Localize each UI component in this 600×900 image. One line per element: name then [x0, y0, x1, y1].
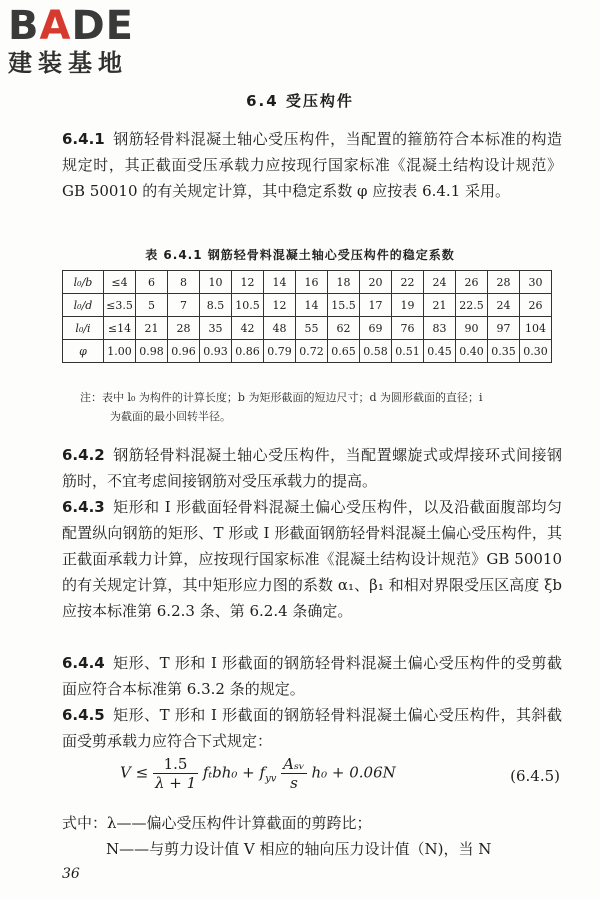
- table-cell: 0.79: [264, 340, 296, 363]
- variable-n: N——与剪力设计值 V 相应的轴向压力设计值（N)，当 N: [106, 840, 492, 858]
- table-cell: 48: [264, 317, 296, 340]
- table-cell: 0.45: [424, 340, 456, 363]
- fraction-2: $\frac{\text{Aₛᵥ}}{s}$: [283, 755, 305, 792]
- table-cell: 10: [200, 271, 232, 294]
- table-cell: 10.5: [232, 294, 264, 317]
- clause-text: 矩形、T 形和 I 形截面的钢筋轻骨料混凝土偏心受压构件，其斜截面受剪承载力应符合下式规定：: [62, 706, 562, 750]
- logo-chinese: 建装基地: [8, 49, 128, 77]
- table-cell: 28: [168, 317, 200, 340]
- page-number: 36: [62, 866, 80, 882]
- table-cell: 12: [264, 294, 296, 317]
- stability-table: [62, 270, 552, 363]
- table-cell: 17: [360, 294, 392, 317]
- table-cell: 97: [488, 317, 520, 340]
- section-title: 6.4 受压构件: [246, 92, 354, 110]
- table-cell: 0.40: [456, 340, 488, 363]
- table-cell: ≤14: [104, 317, 136, 340]
- table-row: [63, 294, 552, 317]
- table-cell: 19: [392, 294, 424, 317]
- bade-logo: [8, 4, 178, 78]
- table-cell: 21: [136, 317, 168, 340]
- table-cell: 8: [168, 271, 200, 294]
- variable-lambda: 式中：λ——偏心受压构件计算截面的剪跨比；: [62, 814, 372, 832]
- table-cell: 0.58: [360, 340, 392, 363]
- table-cell: 62: [328, 317, 360, 340]
- clause-6-4-5: [62, 702, 562, 754]
- logo-wordmark: BADE: [8, 3, 134, 49]
- clause-number: 6.4.5: [62, 706, 105, 724]
- table-cell: 76: [392, 317, 424, 340]
- table-cell: 0.93: [200, 340, 232, 363]
- clause-6-4-1: [62, 126, 562, 204]
- clause-text: 矩形和 I 形截面轻骨料混凝土偏心受压构件，以及沿截面腹部均匀配置纵向钢筋的矩形、T 形或 I 形截面钢筋轻骨料混凝土偏心受压构件，其正截面承载力计算，应按现行国家标准《混凝土结构设计规范》GB 50010 的有关规定计算，其中矩形应力图的系数 α₁、β₁ 和相对界限受压区高度 ξb 应按本标准第 6.2.3 条、第 6.2.4 条确定。: [62, 498, 562, 620]
- table-cell: 20: [360, 271, 392, 294]
- clause-6-4-2: [62, 442, 562, 494]
- table-cell: 0.30: [520, 340, 552, 363]
- fraction-1: $\frac{1.5}{\lambda + 1}$: [154, 755, 197, 792]
- table-cell: 1.00: [104, 340, 136, 363]
- table-cell: 14: [264, 271, 296, 294]
- formula-6-4-5: V ≤ $\frac{1.5}{\lambda + 1}$ $f_tbh_0 + f_{yv}$ $\frac{\text{Aₛᵥ}}{s}$ h₀ + 0.06N (6.4.5): [120, 755, 560, 792]
- table-cell: 26: [520, 294, 552, 317]
- row-label: l₀/d: [63, 294, 104, 317]
- table-title: 表 6.4.1 钢筋轻骨料混凝土轴心受压构件的稳定系数: [145, 248, 455, 262]
- table-cell: 30: [520, 271, 552, 294]
- table-cell: 12: [232, 271, 264, 294]
- table-cell: 55: [296, 317, 328, 340]
- table-cell: ≤4: [104, 271, 136, 294]
- clause-number: 6.4.1: [62, 130, 105, 148]
- table-cell: 24: [488, 294, 520, 317]
- table-cell: 6: [136, 271, 168, 294]
- table-cell: 18: [328, 271, 360, 294]
- clause-number: 6.4.2: [62, 446, 105, 464]
- table-cell: 0.51: [392, 340, 424, 363]
- table-cell: 28: [488, 271, 520, 294]
- table-cell: 69: [360, 317, 392, 340]
- table-cell: ≤3.5: [104, 294, 136, 317]
- clause-6-4-4: [62, 650, 562, 702]
- table-cell: 0.72: [296, 340, 328, 363]
- table-cell: 8.5: [200, 294, 232, 317]
- table-cell: 0.86: [232, 340, 264, 363]
- clause-text: 钢筋轻骨料混凝土轴心受压构件，当配置螺旋式或焊接环式间接钢筋时，不宜考虑间接钢筋对受压承载力的提高。: [62, 446, 562, 490]
- table-cell: 15.5: [328, 294, 360, 317]
- table-cell: 22: [392, 271, 424, 294]
- table-cell: 24: [424, 271, 456, 294]
- clause-number: 6.4.4: [62, 654, 105, 672]
- row-label: l₀/i: [63, 317, 104, 340]
- table-row: [63, 317, 552, 340]
- table-cell: 0.35: [488, 340, 520, 363]
- table-cell: 42: [232, 317, 264, 340]
- row-label: l₀/b: [63, 271, 104, 294]
- table-cell: 14: [296, 294, 328, 317]
- table-cell: 7: [168, 294, 200, 317]
- table-note: 注：表中 l₀ 为构件的计算长度；b 为矩形截面的短边尺寸；d 为圆形截面的直径；i 为截面的最小回转半径。: [80, 391, 483, 423]
- table-cell: 90: [456, 317, 488, 340]
- table-cell: 26: [456, 271, 488, 294]
- table-cell: 104: [520, 317, 552, 340]
- table-cell: 83: [424, 317, 456, 340]
- row-label: φ: [63, 340, 104, 363]
- table-cell: 16: [296, 271, 328, 294]
- table-cell: 35: [200, 317, 232, 340]
- table-row: [63, 271, 552, 294]
- clause-text: 钢筋轻骨料混凝土轴心受压构件，当配置的箍筋符合本标准的构造规定时，其正截面受压承载力应按现行国家标准《混凝土结构设计规范》GB 50010 的有关规定计算，其中稳定系数 φ 应按表 6.4.1 采用。: [62, 130, 562, 200]
- table-cell: 0.96: [168, 340, 200, 363]
- table-cell: 21: [424, 294, 456, 317]
- table-cell: 0.98: [136, 340, 168, 363]
- clause-number: 6.4.3: [62, 498, 105, 516]
- equation-number: (6.4.5): [510, 767, 560, 785]
- table-cell: 0.65: [328, 340, 360, 363]
- clause-text: 矩形、T 形和 I 形截面的钢筋轻骨料混凝土偏心受压构件的受剪截面应符合本标准第 6.3.2 条的规定。: [62, 654, 562, 698]
- table-cell: 5: [136, 294, 168, 317]
- table-row: [63, 340, 552, 363]
- table-cell: 22.5: [456, 294, 488, 317]
- clause-6-4-3: [62, 494, 562, 624]
